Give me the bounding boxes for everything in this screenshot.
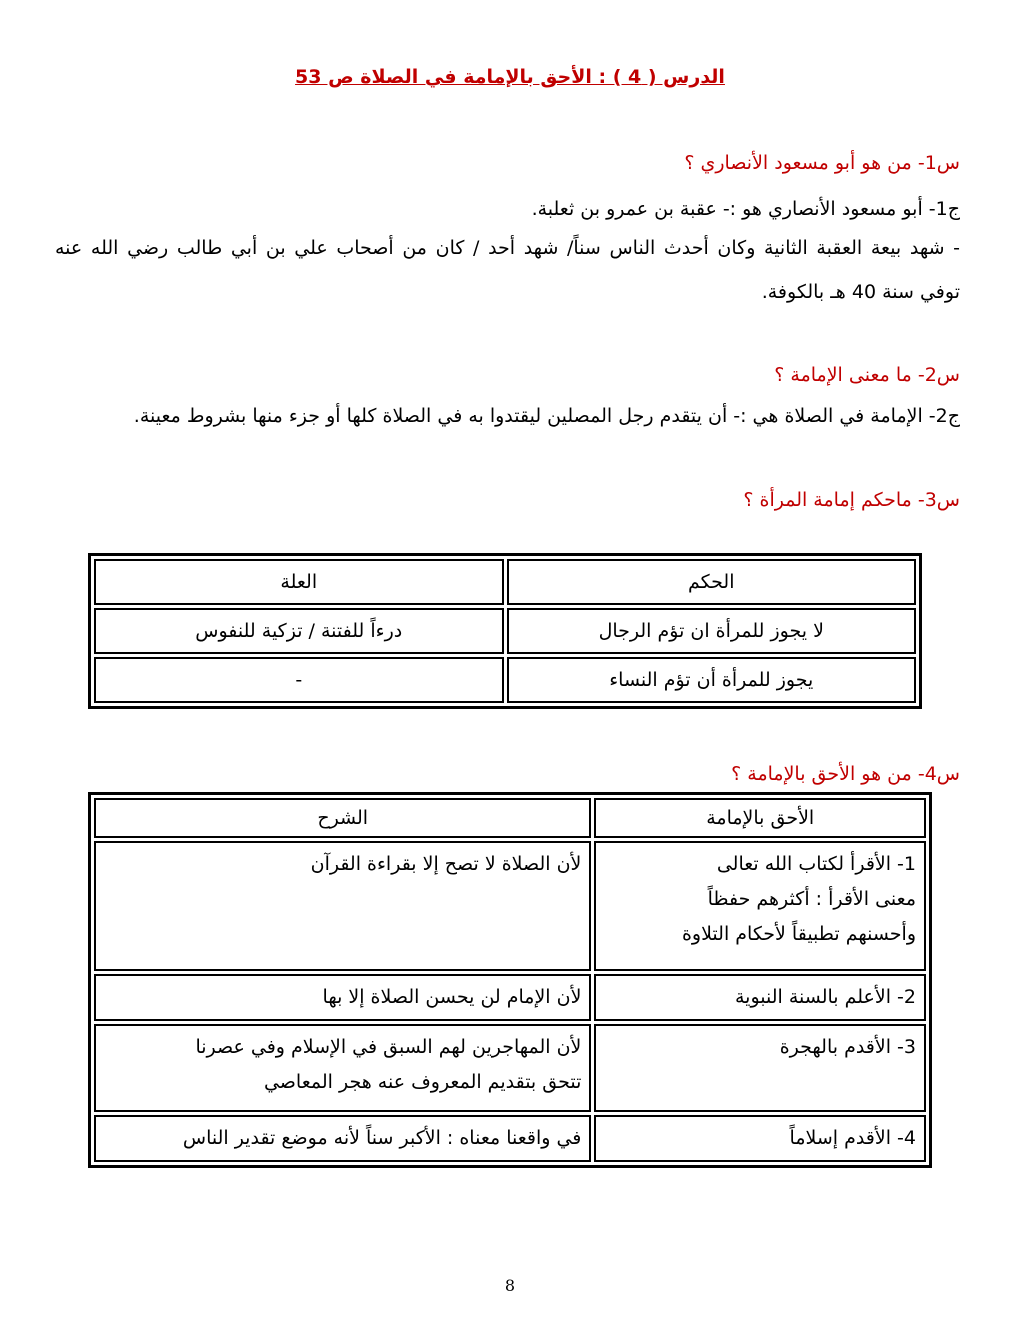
cell-line: في واقعنا معناه : الأكبر سناً لأنه موضع تقدير الناس	[182, 1127, 582, 1149]
question-2: س2- ما معنى الإمامة ؟	[774, 364, 960, 386]
cell-line: 3- الأقدم بالهجرة	[779, 1036, 916, 1058]
cell-line: 4- الأقدم إسلاماً	[789, 1127, 916, 1149]
table-header-row	[94, 559, 916, 605]
answer-1-line-2: - شهد بيعة العقبة الثانية وكان أحدث الناس سناً/ شهد أحد / كان من أصحاب علي بن أبي طالب رضي الله عنه	[55, 237, 960, 259]
cell-line: 2- الأعلم بالسنة النبوية	[734, 986, 916, 1008]
table-header-row	[94, 798, 926, 838]
cell-line: لأن الصلاة لا تصح إلا بقراءة القرآن	[310, 853, 582, 875]
cell-line: تتحق بتقديم المعروف عنه هجر المعاصي	[263, 1071, 582, 1093]
table-row	[94, 1115, 926, 1162]
table-row	[94, 841, 926, 971]
entitled-cell	[594, 841, 926, 971]
reason-cell: -	[94, 657, 504, 703]
cell-line: 1- الأقرأ لكتاب الله تعالى	[716, 853, 916, 875]
explanation-cell	[94, 841, 591, 971]
header-most-entitled: الأحق بالإمامة	[594, 798, 926, 838]
cell-line: معنى الأقرأ : أكثرهم حفظاً	[707, 888, 916, 910]
explanation-cell	[94, 974, 591, 1021]
question-1: س1- من هو أبو مسعود الأنصاري ؟	[684, 152, 960, 174]
cell-line: لأن المهاجرين لهم السبق في الإسلام وفي عصرنا	[195, 1036, 582, 1058]
reason-cell: درءاً للفتنة / تزكية للنفوس	[94, 608, 504, 654]
explanation-cell	[94, 1024, 591, 1112]
answer-1-line-3: توفي سنة 40 هـ بالكوفة.	[761, 281, 960, 303]
table-row	[94, 608, 916, 654]
entitled-cell	[594, 1115, 926, 1162]
question-4: س4- من هو الأحق بالإمامة ؟	[731, 763, 960, 785]
entitled-cell	[594, 1024, 926, 1112]
ruling-cell: لا يجوز للمرأة ان تؤم الرجال	[507, 608, 917, 654]
table-row	[94, 974, 926, 1021]
cell-line: وأحسنهم تطبيقاً لأحكام التلاوة	[681, 923, 916, 945]
page-number: 8	[504, 1276, 516, 1295]
lesson-title: الدرس ( 4 ) : الأحق بالإمامة في الصلاة ص 53	[295, 66, 725, 88]
answer-1-line-1: ج1- أبو مسعود الأنصاري هو :- عقبة بن عمرو بن ثعلبة.	[531, 198, 960, 220]
ruling-cell: يجوز للمرأة أن تؤم النساء	[507, 657, 917, 703]
explanation-cell	[94, 1115, 591, 1162]
women-imamate-table	[88, 553, 922, 709]
answer-2: ج2- الإمامة في الصلاة هي :- أن يتقدم رجل المصلين ليقتدوا به في الصلاة كلها أو جزء منها بشروط معينة.	[133, 405, 960, 427]
header-ruling: الحكم	[507, 559, 917, 605]
entitled-cell	[594, 974, 926, 1021]
table-row	[94, 657, 916, 703]
header-explanation: الشرح	[94, 798, 591, 838]
table-row	[94, 1024, 926, 1112]
cell-line: لأن الإمام لن يحسن الصلاة إلا بها	[322, 986, 582, 1008]
most-entitled-table	[88, 792, 932, 1168]
header-reason: العلة	[94, 559, 504, 605]
question-3: س3- ماحكم إمامة المرأة ؟	[743, 489, 960, 511]
